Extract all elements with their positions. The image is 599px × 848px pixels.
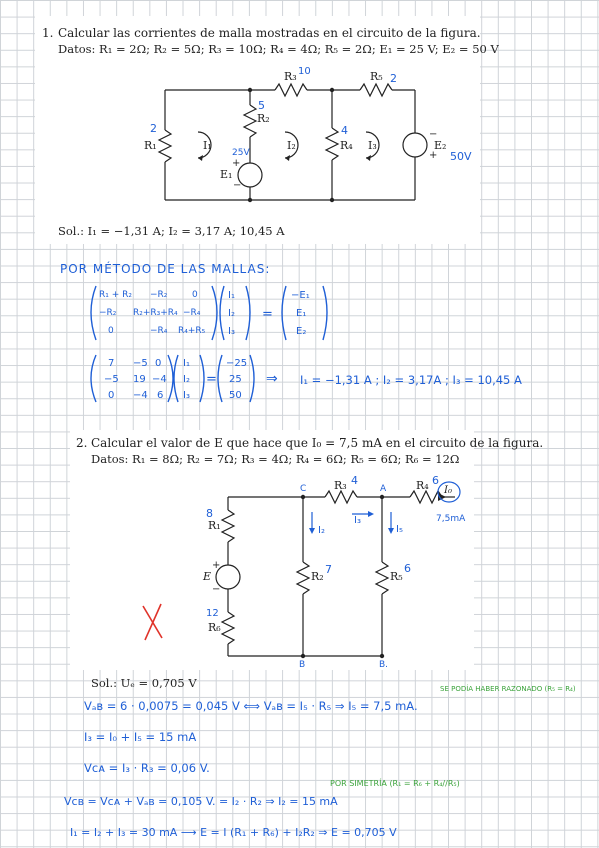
matrix1-source-3: E₂	[296, 326, 307, 337]
circuit1-label-r1: R₁	[144, 139, 157, 152]
matrix2-cell-2-0: 0	[108, 390, 115, 401]
circuit1-e1-minus: −	[233, 180, 242, 191]
circuit1-mesh-i2: I₂	[287, 139, 296, 152]
notes1-heading: POR MÉTODO DE LAS MALLAS:	[60, 262, 271, 276]
circuit2-node-c: C	[300, 484, 307, 494]
circuit2-hand-i3: I₃	[354, 515, 361, 526]
circuit1-mesh-i3: I₃	[368, 139, 377, 152]
matrix2-rhs-2: 25	[229, 374, 242, 385]
notes2-side-note: SE PODÍA HABER RAZONADO (R₅ = R₄)	[440, 685, 576, 693]
problem1-number: 1.	[42, 26, 54, 40]
circuit2-label-r6: R₆	[208, 621, 221, 634]
circuit1-hand-r1: 2	[150, 122, 157, 135]
circuit2-label-r3: R₃	[334, 479, 347, 492]
circuit1-label-r4: R₄	[340, 139, 353, 152]
circuit1-label-r3: R₃	[284, 70, 297, 83]
circuit2-label-r5: R₅	[390, 570, 403, 583]
matrix1-source-1: −E₁	[291, 290, 310, 301]
matrix1-cell-0-0: R₁ + R₂	[99, 290, 132, 300]
circuit1-label-e2: E₂	[434, 139, 447, 152]
matrix1-cell-1-1: R₂+R₃+R₄	[133, 308, 178, 318]
circuit1-e2-minus: −	[429, 129, 438, 140]
matrix1-equals: =	[262, 307, 273, 322]
notes2-line4: Vᴄʙ = Vᴄᴀ + Vₐʙ = 0,105 V. = I₂ · R₂ ⇒ I₂ = 15 mA	[64, 795, 338, 808]
matrix2-cell-1-2: −4	[152, 374, 167, 385]
matrix1-current-1: I₁	[228, 290, 235, 301]
circuit1-hand-r3: 10	[298, 66, 311, 77]
circuit2-hand-r2: 7	[325, 563, 332, 576]
circuit2-hand-r3: 4	[351, 474, 358, 487]
problem2-number: 2.	[76, 436, 88, 450]
matrix2-rhs-3: 50	[229, 390, 242, 401]
circuit1-label-r2: R₂	[257, 112, 270, 125]
problem2-data: Datos: R₁ = 8Ω; R₂ = 7Ω; R₃ = 4Ω; R₄ = 6Ω; R₅ = 6Ω; R₆ = 12Ω	[91, 452, 460, 466]
matrix2-cell-1-1: 19	[133, 374, 146, 385]
circuit2-label-i0: I₀	[444, 485, 452, 496]
matrix2-cell-0-2: 0	[155, 358, 162, 369]
matrix1-cell-0-2: 0	[192, 290, 198, 300]
circuit1-hand-e2: 50V	[450, 150, 472, 163]
circuit2-node-a: A	[380, 484, 387, 494]
matrix2-cell-2-2: 6	[157, 390, 164, 401]
problem2-solution: Sol.: Uₑ = 0,705 V	[91, 676, 197, 690]
matrix2-equals: =	[206, 372, 217, 387]
problem1-data: Datos: R₁ = 2Ω; R₂ = 5Ω; R₃ = 10Ω; R₄ = 4Ω; R₅ = 2Ω; E₁ = 25 V; E₂ = 50 V	[58, 42, 499, 56]
circuit1-hand-r4: 4	[341, 124, 348, 137]
matrix2-current-3: I₃	[183, 390, 190, 401]
matrix1-cell-0-1: −R₂	[150, 290, 168, 300]
circuit1-hand-e1: 25V	[232, 148, 250, 158]
problem1-solution: Sol.: I₁ = −1,31 A; I₂ = 3,17 A; 10,45 A	[58, 224, 285, 238]
circuit2-hand-r5: 6	[404, 562, 411, 575]
circuit2-label-r4: R₄	[416, 479, 429, 492]
matrix2-current-2: I₂	[183, 374, 190, 385]
notes2-line3: Vᴄᴀ = I₃ · R₃ = 0,06 V.	[84, 761, 210, 775]
notes1-arrow: ⇒	[266, 371, 278, 387]
circuit2-label-e: E	[203, 570, 212, 583]
circuit1-hand-r2: 5	[258, 99, 265, 112]
matrix2-cell-1-0: −5	[104, 374, 119, 385]
circuit1-e2-plus: +	[429, 150, 438, 161]
circuit2-label-r1: R₁	[208, 519, 221, 532]
matrix1-current-3: I₃	[228, 326, 235, 337]
matrix1-cell-2-2: R₄+R₅	[178, 326, 206, 336]
circuit2-hand-r1: 8	[206, 507, 213, 520]
matrix1-cell-1-2: −R₄	[183, 308, 201, 318]
circuit2-e-plus: +	[212, 560, 221, 571]
circuit2-e-minus: −	[212, 584, 221, 595]
notes2-line5: I₁ = I₂ + I₃ = 30 mA ⟶ E = I (R₁ + R₆) + I₂R₂ ⇒ E = 0,705 V	[70, 826, 397, 839]
circuit1-label-r5: R₅	[370, 70, 383, 83]
matrix2-cell-0-0: 7	[108, 358, 115, 369]
notes2-line1: Vₐʙ = 6 · 0,0075 = 0,045 V ⟺ Vₐʙ = I₅ · R₅ ⇒ I₅ = 7,5 mA.	[84, 699, 418, 713]
matrix1-current-2: I₂	[228, 308, 235, 319]
circuit2-hand-r6: 12	[206, 608, 219, 619]
circuit1-e1-plus: +	[232, 158, 241, 169]
matrix2-cell-0-1: −5	[133, 358, 148, 369]
matrix1-cell-2-0: 0	[108, 326, 114, 336]
problem1-statement: Calcular las corrientes de malla mostradas en el circuito de la figura.	[58, 26, 481, 40]
matrix2-cell-2-1: −4	[133, 390, 148, 401]
matrix1-cell-2-1: −R₄	[150, 326, 168, 336]
matrix1-cell-1-0: −R₂	[99, 308, 117, 318]
circuit1-label-e1: E₁	[220, 168, 233, 181]
notes2-line2: I₃ = I₀ + I₅ = 15 mA	[84, 730, 197, 744]
matrix1-source-2: E₁	[296, 308, 307, 319]
notes1-result: I₁ = −1,31 A ; I₂ = 3,17A ; I₃ = 10,45 A	[300, 373, 522, 387]
circuit2-label-r2: R₂	[311, 570, 324, 583]
matrix2-current-1: I₁	[183, 358, 190, 369]
circuit2-node-b2: B.	[379, 660, 389, 670]
circuit1-mesh-i1: I₁	[203, 139, 212, 152]
problem2-statement: Calcular el valor de E que hace que I₀ = 7,5 mA en el circuito de la figura.	[91, 436, 544, 450]
circuit2-node-b1: B	[299, 660, 306, 670]
circuit1-hand-r5: 2	[390, 72, 397, 85]
notes2-symmetry-note: POR SIMETRÍA (R₁ = R₆ + R₄//R₅)	[330, 779, 460, 788]
circuit2-hand-i5: I₅	[396, 524, 403, 535]
circuit2-hand-r4: 6	[432, 474, 439, 487]
circuit2-hand-i0-value: 7,5mA	[436, 514, 466, 524]
matrix2-rhs-1: −25	[226, 358, 248, 369]
circuit2-hand-i2: I₂	[318, 525, 325, 536]
